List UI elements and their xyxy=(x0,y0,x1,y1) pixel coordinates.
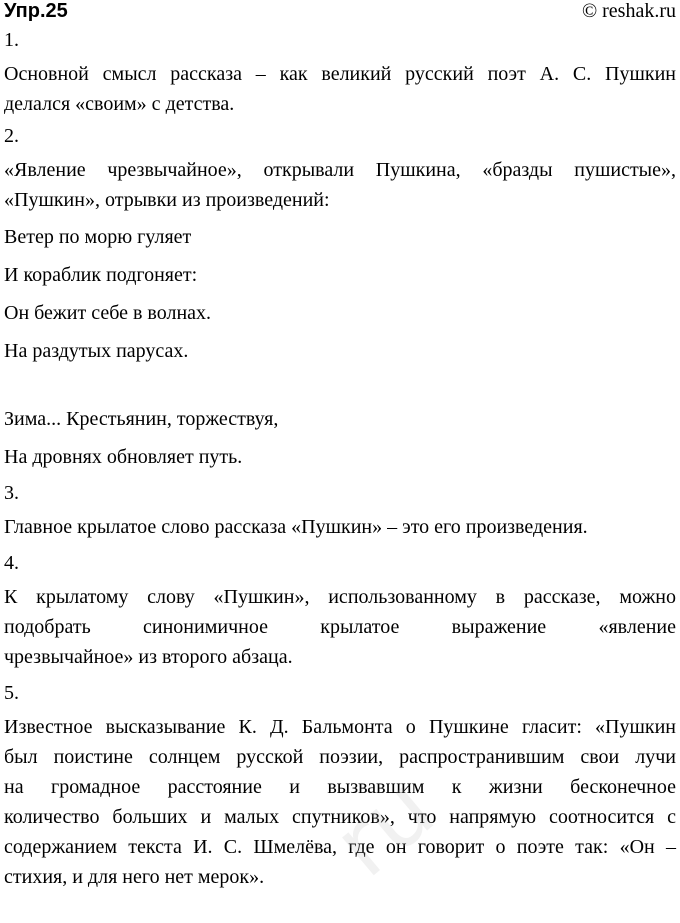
answer-5-line-6: стихия, и для него нет мерок». xyxy=(4,866,265,888)
section-number-5: 5. xyxy=(4,682,19,704)
poem-1-line-3: Он бежит себе в волнах. xyxy=(4,302,212,324)
answer-2-line-1: «Явление чрезвычайное», открывали Пушкина, «бразды пушистые», xyxy=(4,159,676,181)
stanza-gap xyxy=(4,366,676,404)
poem-1-line-1: Ветер по морю гуляет xyxy=(4,226,192,248)
header xyxy=(4,0,676,24)
answer-5-line-3: на громадное расстояние и вызвавшим к жизни бесконечное xyxy=(4,776,676,798)
answer-4-line-3: чрезвычайное» из второго абзаца. xyxy=(4,646,293,668)
poem-1-line-4: На раздутых парусах. xyxy=(4,340,189,362)
document-page xyxy=(4,0,676,892)
answer-3: Главное крылатое слово рассказа «Пушкин» – это его произведения. xyxy=(4,516,588,538)
answer-4-line-2: подобрать синонимичное крылатое выражение «явление xyxy=(4,616,676,638)
section-number-3: 3. xyxy=(4,482,19,504)
answer-1-line-2: делался «своим» с детства. xyxy=(4,93,235,115)
answer-5-line-1: Известное высказывание К. Д. Бальмонта о Пушкине гласит: «Пушкин xyxy=(4,716,676,738)
exercise-title: Упр.25 xyxy=(4,0,68,22)
watermark-logo: ru xyxy=(314,756,454,898)
poem-2-line-2: На дровнях обновляет путь. xyxy=(4,446,243,468)
answer-1-line-1: Основной смысл рассказа – как великий русский поэт А. С. Пушкин xyxy=(4,63,676,85)
section-number-4: 4. xyxy=(4,552,19,574)
answer-4-line-1: К крылатому слову «Пушкин», использованному в рассказе, можно xyxy=(4,586,676,608)
poem-2-line-1: Зима... Крестьянин, торжествуя, xyxy=(4,408,279,430)
poem-1-line-2: И кораблик подгоняет: xyxy=(4,264,198,286)
answer-5-line-4: количество больших и малых спутников», что напрямую соотносится с xyxy=(4,806,676,828)
section-number-1: 1. xyxy=(4,29,19,51)
answer-5-line-5: содержанием текста И. С. Шмелёва, где он говорит о поэте так: «Он – xyxy=(4,836,676,858)
site-credit: © reshak.ru xyxy=(581,0,676,22)
answer-2-line-2: «Пушкин», отрывки из произведений: xyxy=(4,189,330,211)
section-number-2: 2. xyxy=(4,125,19,147)
answer-5-line-2: был поистине солнцем русской поэзии, распространившим свои лучи xyxy=(4,746,676,768)
